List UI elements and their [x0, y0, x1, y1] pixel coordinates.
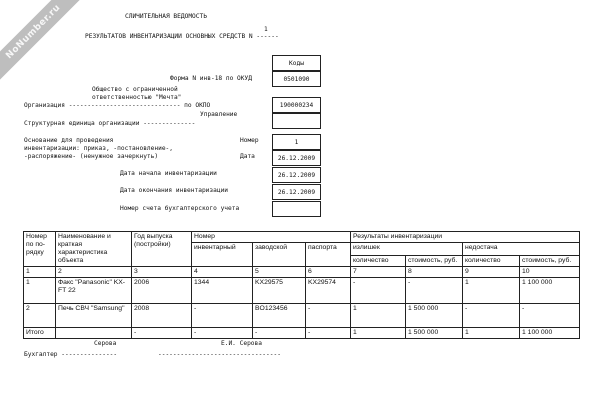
table-cell: - — [253, 328, 306, 339]
header-inventory-number: инвентарный — [192, 243, 253, 267]
accountant-label: Бухгалтер --------------- — [24, 351, 118, 358]
table-cell: - — [192, 304, 253, 328]
header-shortage-quantity: количество — [463, 256, 520, 267]
header-order-number: Номер по по-рядку — [24, 232, 56, 267]
table-cell: Факс "Panasonic" KX-FT 22 — [56, 278, 132, 304]
table-cell: Печь СВЧ "Samsung" — [56, 304, 132, 328]
header-factory-number: заводской — [253, 243, 306, 267]
column-number-cell: 1 — [24, 267, 56, 278]
table-cell: 1 — [351, 328, 406, 339]
header-number-group: Номер — [192, 232, 351, 243]
column-number-cell: 7 — [351, 267, 406, 278]
table-cell: KX29575 — [253, 278, 306, 304]
header-shortage: недостача — [463, 243, 580, 256]
column-numbers-row — [24, 267, 580, 278]
table-cell: - — [520, 304, 580, 328]
okud-label: Форма N инв-18 по ОКУД — [170, 75, 252, 82]
table-cell: KX29574 — [306, 278, 351, 304]
table-cell: - — [351, 278, 406, 304]
codes-header: Коды — [272, 55, 321, 71]
table-row — [24, 328, 580, 339]
signature-name-short: Серова — [94, 340, 117, 347]
column-number-cell: 9 — [463, 267, 520, 278]
column-number-cell: 5 — [253, 267, 306, 278]
table-cell: - — [463, 304, 520, 328]
table-row — [24, 278, 580, 304]
empty-code-box — [272, 113, 321, 129]
header-year: Год выпуска (постройки) — [132, 232, 192, 267]
inventory-table — [23, 231, 580, 339]
header-surplus-cost: стоимость, руб. — [406, 256, 463, 267]
column-number-cell: 2 — [56, 267, 132, 278]
header-passport-number: паспорта — [306, 243, 351, 267]
basis-line3: -распоряжение- (ненужное зачеркнуть) — [24, 153, 159, 160]
table-cell: - — [406, 278, 463, 304]
org-name-line2: ответственностью "Мечта" — [92, 94, 182, 101]
okud-code: 0501090 — [272, 71, 321, 87]
column-number-cell: 4 — [192, 267, 253, 278]
table-cell: 2 — [24, 304, 56, 328]
account-value — [272, 201, 321, 217]
order-date-value: 26.12.2009 — [272, 150, 321, 166]
order-date-label: Дата — [240, 153, 255, 160]
table-cell: - — [192, 328, 253, 339]
org-label: Организация ------------------------------ по ОКПО — [24, 102, 211, 109]
header-surplus: излишек — [351, 243, 463, 256]
basis-line1: Основание для проведения — [24, 137, 114, 144]
signature-name-full: Е.И. Серова — [221, 340, 262, 347]
table-cell: Итого — [24, 328, 56, 339]
start-date-value: 26.12.2009 — [272, 167, 321, 183]
table-cell: 1 — [463, 328, 520, 339]
table-cell: 2006 — [132, 278, 192, 304]
watermark-text: NoNumber.ru — [4, 2, 63, 62]
order-number-label: Номер — [240, 137, 259, 144]
table-cell: - — [132, 328, 192, 339]
table-cell: - — [306, 304, 351, 328]
table-cell: 1344 — [192, 278, 253, 304]
header-results: Результаты инвентаризации — [351, 232, 580, 243]
table-header-row — [24, 232, 580, 243]
table-cell: BO123456 — [253, 304, 306, 328]
statement-number: 1 — [264, 26, 268, 33]
column-number-cell: 6 — [306, 267, 351, 278]
start-date-label: Дата начала инвентаризации — [120, 170, 217, 177]
header-object-name: Наименование и краткая характеристика объекта — [56, 232, 132, 267]
column-number-cell: 8 — [406, 267, 463, 278]
structural-unit-label: Структурная единица организации -------------- — [24, 120, 196, 127]
document-subtitle: РЕЗУЛЬТАТОВ ИНВЕНТАРИЗАЦИИ ОСНОВНЫХ СРЕДСТВ N ------ — [85, 33, 279, 40]
org-name-line1: Общество с ограниченной — [92, 86, 178, 93]
end-date-value: 26.12.2009 — [272, 184, 321, 200]
table-cell: - — [306, 328, 351, 339]
signature-transcript-line: --------------------------------- — [158, 351, 281, 358]
table-cell: 1 500 000 — [406, 328, 463, 339]
department-name: Управление — [200, 111, 238, 118]
account-label: Номер счета бухгалтерского учета — [120, 205, 240, 212]
table-cell: 1 100 000 — [520, 278, 580, 304]
table-cell: 1 — [24, 278, 56, 304]
header-surplus-quantity: количество — [351, 256, 406, 267]
table-cell: 1 — [351, 304, 406, 328]
table-row — [24, 304, 580, 328]
table-cell: 1 500 000 — [406, 304, 463, 328]
column-number-cell: 10 — [520, 267, 580, 278]
watermark-ribbon — [0, 0, 88, 87]
table-cell — [56, 328, 132, 339]
basis-line2: инвентаризации: приказ, -постановление-, — [24, 145, 174, 152]
header-shortage-cost: стоимость, руб. — [520, 256, 580, 267]
okpo-code: 190000234 — [272, 97, 321, 113]
table-cell: 1 100 000 — [520, 328, 580, 339]
order-number-value: 1 — [272, 134, 321, 150]
table-cell: 2008 — [132, 304, 192, 328]
column-number-cell: 3 — [132, 267, 192, 278]
document-title: СЛИЧИТЕЛЬНАЯ ВЕДОМОСТЬ — [125, 13, 207, 20]
end-date-label: Дата окончания инвентаризации — [120, 187, 229, 194]
table-body — [24, 278, 580, 339]
table-cell: 1 — [463, 278, 520, 304]
